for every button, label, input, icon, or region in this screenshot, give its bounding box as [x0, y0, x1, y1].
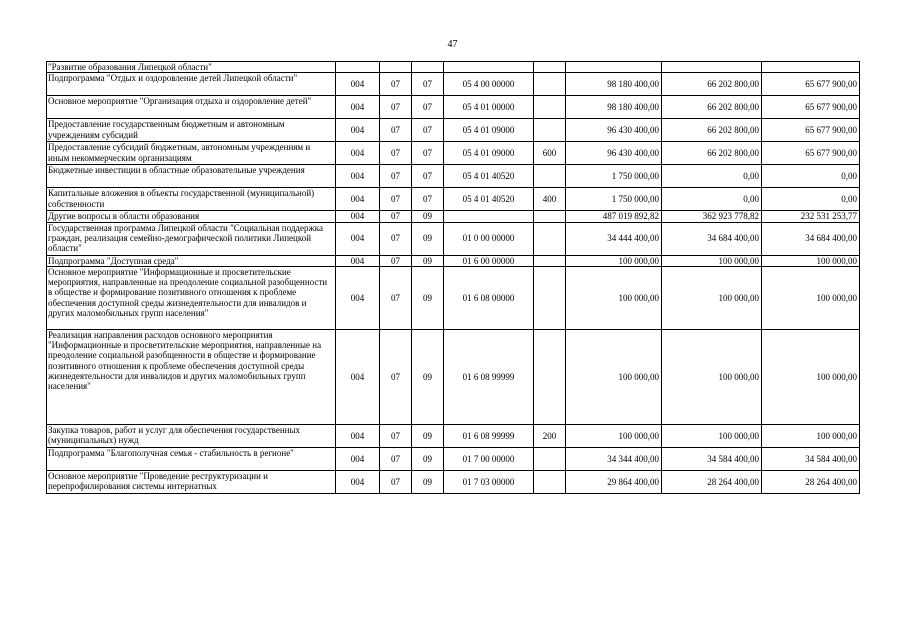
- code-section: 07: [380, 255, 412, 266]
- amount-year-2: 100 000,00: [662, 424, 762, 447]
- amount-year-3: 34 584 400,00: [762, 447, 860, 470]
- code-target: 01 6 08 99999: [444, 329, 534, 424]
- table-row: [47, 470, 860, 493]
- code-expense-type: [534, 73, 566, 96]
- table-row: [47, 211, 860, 222]
- code-admin: 004: [336, 211, 380, 222]
- table-row: [47, 424, 860, 447]
- row-name: Основное мероприятие "Информационные и просветительские мероприятия, направленные на преодоление социальной разобщенности в обществе и формирование позитивного отношения к проблеме обеспечения доступной среды жизнедеятельности для инвалидов и других маломобильных групп населения": [47, 266, 336, 329]
- amount-year-2: 28 264 400,00: [662, 470, 762, 493]
- amount-year-3: 0,00: [762, 165, 860, 188]
- row-name: Закупка товаров, работ и услуг для обеспечения государственных (муниципальных) нужд: [47, 424, 336, 447]
- code-expense-type: [534, 119, 566, 142]
- code-admin: 004: [336, 119, 380, 142]
- amount-year-2: 0,00: [662, 165, 762, 188]
- code-subsection: 09: [412, 447, 444, 470]
- row-name: Предоставление государственным бюджетным и автономным учреждениям субсидий: [47, 119, 336, 142]
- code-section: 07: [380, 470, 412, 493]
- code-expense-type: [534, 211, 566, 222]
- code-subsection: 07: [412, 73, 444, 96]
- amount-year-1: 96 430 400,00: [566, 142, 662, 165]
- amount-year-1: 487 019 892,82: [566, 211, 662, 222]
- row-name: "Развитие образования Липецкой области": [47, 62, 336, 73]
- code-target: 05 4 00 00000: [444, 73, 534, 96]
- amount-year-1: 100 000,00: [566, 329, 662, 424]
- code-expense-type: [534, 96, 566, 119]
- code-admin: 004: [336, 222, 380, 255]
- code-target: 01 0 00 00000: [444, 222, 534, 255]
- code-section: 07: [380, 447, 412, 470]
- code-admin: 004: [336, 188, 380, 211]
- amount-year-3: 65 677 900,00: [762, 142, 860, 165]
- amount-year-3: 34 684 400,00: [762, 222, 860, 255]
- code-section: 07: [380, 222, 412, 255]
- code-subsection: 09: [412, 266, 444, 329]
- code-target: 05 4 01 40520: [444, 188, 534, 211]
- row-name: Бюджетные инвестиции в областные образовательные учреждения: [47, 165, 336, 188]
- amount-year-1: 1 750 000,00: [566, 165, 662, 188]
- code-section: 07: [380, 329, 412, 424]
- code-subsection: 07: [412, 188, 444, 211]
- code-admin: 004: [336, 470, 380, 493]
- table-row: [47, 96, 860, 119]
- code-subsection: 07: [412, 96, 444, 119]
- amount-year-2: 66 202 800,00: [662, 96, 762, 119]
- code-admin: 004: [336, 165, 380, 188]
- table-row: [47, 119, 860, 142]
- row-name: Подпрограмма "Благополучная семья - стабильность в регионе": [47, 447, 336, 470]
- code-section: 07: [380, 266, 412, 329]
- amount-year-2: 100 000,00: [662, 266, 762, 329]
- code-section: 07: [380, 96, 412, 119]
- code-admin: 004: [336, 142, 380, 165]
- amount-year-3: 100 000,00: [762, 329, 860, 424]
- row-name: Предоставление субсидий бюджетным, автономным учреждениям и иным некоммерческим организациям: [47, 142, 336, 165]
- code-expense-type: 600: [534, 142, 566, 165]
- code-section: 07: [380, 165, 412, 188]
- amount-year-1: 100 000,00: [566, 255, 662, 266]
- code-target: 05 4 01 40520: [444, 165, 534, 188]
- code-subsection: 09: [412, 222, 444, 255]
- code-admin: 004: [336, 329, 380, 424]
- code-admin: 004: [336, 424, 380, 447]
- code-admin: 004: [336, 73, 380, 96]
- amount-year-2: 0,00: [662, 188, 762, 211]
- amount-year-3: 65 677 900,00: [762, 96, 860, 119]
- row-name: Другие вопросы в области образования: [47, 211, 336, 222]
- amount-year-3: 28 264 400,00: [762, 470, 860, 493]
- row-name: Государственная программа Липецкой области "Социальная поддержка граждан, реализация семейно-демографической политики Липецкой области": [47, 222, 336, 255]
- code-section: [380, 62, 412, 73]
- amount-year-3: 0,00: [762, 188, 860, 211]
- table-row: [47, 73, 860, 96]
- code-section: 07: [380, 142, 412, 165]
- row-name: Подпрограмма "Отдых и оздоровление детей Липецкой области": [47, 73, 336, 96]
- code-admin: [336, 62, 380, 73]
- code-target: 05 4 01 09000: [444, 142, 534, 165]
- code-subsection: 09: [412, 424, 444, 447]
- amount-year-2: 362 923 778,82: [662, 211, 762, 222]
- code-expense-type: [534, 447, 566, 470]
- code-section: 07: [380, 73, 412, 96]
- budget-table: [46, 61, 860, 494]
- amount-year-1: 100 000,00: [566, 424, 662, 447]
- code-expense-type: [534, 165, 566, 188]
- code-target: 01 6 08 00000: [444, 266, 534, 329]
- table-row: [47, 447, 860, 470]
- page-number: 47: [447, 39, 458, 50]
- code-expense-type: 400: [534, 188, 566, 211]
- amount-year-2: 66 202 800,00: [662, 119, 762, 142]
- amount-year-1: 29 864 400,00: [566, 470, 662, 493]
- code-section: 07: [380, 119, 412, 142]
- code-subsection: 09: [412, 329, 444, 424]
- amount-year-2: 66 202 800,00: [662, 142, 762, 165]
- code-expense-type: [534, 222, 566, 255]
- table-row: [47, 222, 860, 255]
- code-subsection: 09: [412, 211, 444, 222]
- code-target: [444, 62, 534, 73]
- code-admin: 004: [336, 266, 380, 329]
- amount-year-1: 34 344 400,00: [566, 447, 662, 470]
- amount-year-3: 100 000,00: [762, 266, 860, 329]
- amount-year-1: 34 444 400,00: [566, 222, 662, 255]
- amount-year-2: 34 584 400,00: [662, 447, 762, 470]
- code-expense-type: [534, 266, 566, 329]
- table-row: [47, 266, 860, 329]
- amount-year-2: 34 684 400,00: [662, 222, 762, 255]
- amount-year-3: 65 677 900,00: [762, 73, 860, 96]
- code-subsection: 07: [412, 165, 444, 188]
- code-target: 01 6 08 99999: [444, 424, 534, 447]
- code-subsection: 07: [412, 142, 444, 165]
- code-expense-type: [534, 470, 566, 493]
- code-target: [444, 211, 534, 222]
- amount-year-1: 98 180 400,00: [566, 73, 662, 96]
- code-section: 07: [380, 188, 412, 211]
- code-subsection: 09: [412, 470, 444, 493]
- code-admin: 004: [336, 96, 380, 119]
- row-name: Подпрограмма "Доступная среда": [47, 255, 336, 266]
- row-name: Капитальные вложения в объекты государственной (муниципальной) собственности: [47, 188, 336, 211]
- table-row: [47, 255, 860, 266]
- row-name: Основное мероприятие "Проведение реструктуризации и перепрофилирования системы интернатных: [47, 470, 336, 493]
- code-admin: 004: [336, 255, 380, 266]
- code-target: 01 7 03 00000: [444, 470, 534, 493]
- code-target: 05 4 01 09000: [444, 119, 534, 142]
- code-expense-type: [534, 255, 566, 266]
- code-expense-type: [534, 329, 566, 424]
- code-target: 01 7 00 00000: [444, 447, 534, 470]
- table-row: [47, 329, 860, 424]
- amount-year-2: 100 000,00: [662, 255, 762, 266]
- code-section: 07: [380, 211, 412, 222]
- amount-year-3: [762, 62, 860, 73]
- code-subsection: 07: [412, 119, 444, 142]
- amount-year-1: 100 000,00: [566, 266, 662, 329]
- amount-year-3: 100 000,00: [762, 424, 860, 447]
- code-expense-type: [534, 62, 566, 73]
- code-target: 01 6 00 00000: [444, 255, 534, 266]
- code-target: 05 4 01 00000: [444, 96, 534, 119]
- table-row: [47, 165, 860, 188]
- amount-year-3: 100 000,00: [762, 255, 860, 266]
- amount-year-3: 232 531 253,77: [762, 211, 860, 222]
- amount-year-3: 65 677 900,00: [762, 119, 860, 142]
- amount-year-1: 96 430 400,00: [566, 119, 662, 142]
- row-name: Основное мероприятие "Организация отдыха и оздоровление детей": [47, 96, 336, 119]
- table-row: [47, 62, 860, 73]
- amount-year-2: 66 202 800,00: [662, 73, 762, 96]
- code-subsection: [412, 62, 444, 73]
- amount-year-2: 100 000,00: [662, 329, 762, 424]
- code-section: 07: [380, 424, 412, 447]
- amount-year-1: [566, 62, 662, 73]
- code-expense-type: 200: [534, 424, 566, 447]
- amount-year-1: 98 180 400,00: [566, 96, 662, 119]
- table-row: [47, 188, 860, 211]
- amount-year-2: [662, 62, 762, 73]
- row-name: Реализация направления расходов основного мероприятия "Информационные и просветительские мероприятия, направленные на преодоление социальной разобщенности в обществе и формирование позитивного отношения к проблеме обеспечения доступной среды жизнедеятельности для инвалидов и других маломобильных групп населения": [47, 329, 336, 424]
- code-subsection: 09: [412, 255, 444, 266]
- amount-year-1: 1 750 000,00: [566, 188, 662, 211]
- table-row: [47, 142, 860, 165]
- code-admin: 004: [336, 447, 380, 470]
